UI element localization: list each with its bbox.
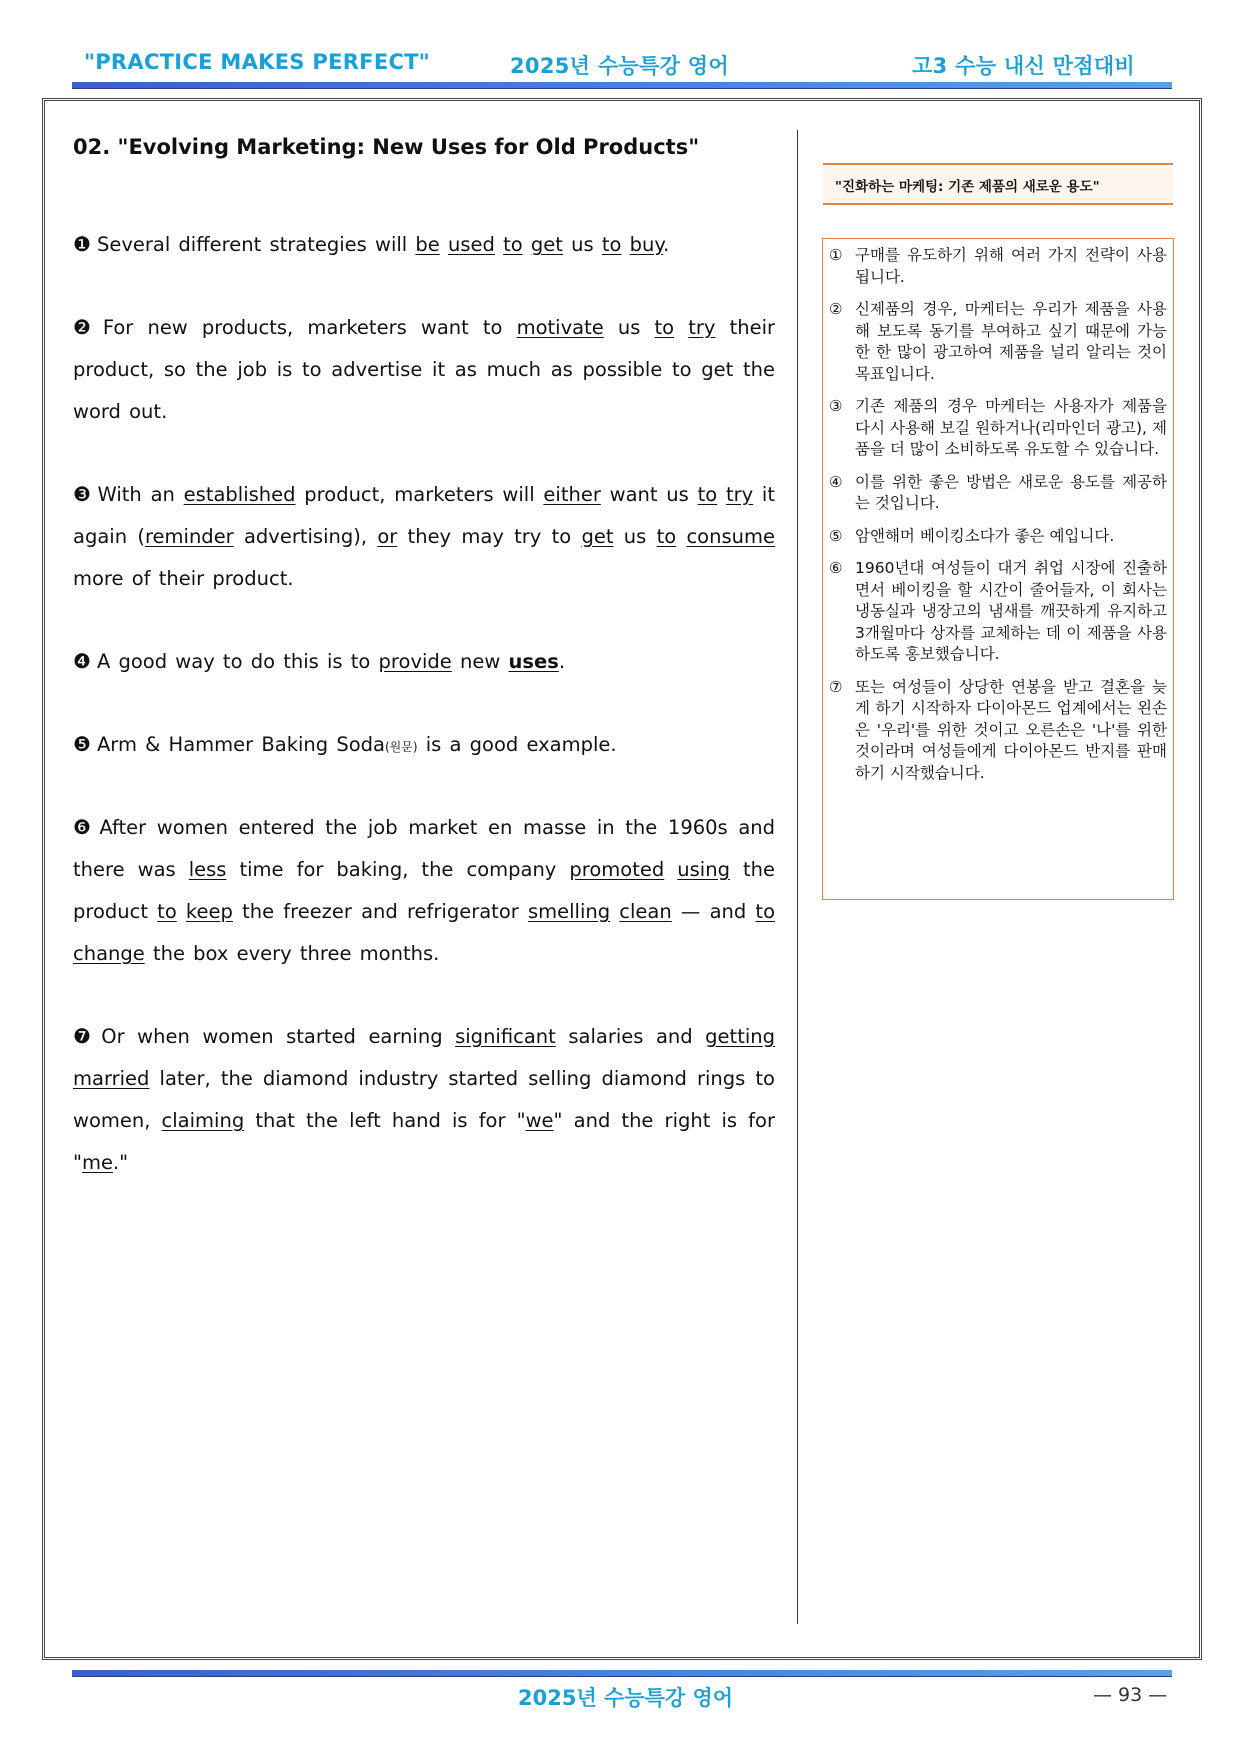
translation-item: ① 구매를 유도하기 위해 여러 가지 전략이 사용됩니다. [829, 246, 1167, 286]
sentence-4: ❹ A good way to do this is to provide new uses. [73, 649, 566, 673]
header-left-slogan: "PRACTICE MAKES PERFECT" [84, 50, 431, 74]
sentence-number: ❻ [73, 815, 94, 839]
translation-item: ③ 기존 제품의 경우 마케터는 사용자가 제품을 다시 사용해 보길 원하거나(리마인더 광고), 제품을 더 많이 소비하도록 유도할 수 있습니다. [829, 397, 1167, 458]
header-right-subtitle: 고3 수능 내신 만점대비 [912, 54, 1136, 78]
header-center-title: 2025년 수능특강 영어 [510, 54, 729, 78]
column-divider [797, 130, 798, 1624]
footer-rule [72, 1670, 1172, 1677]
translation-item: ④ 이를 위한 좋은 방법은 새로운 용도를 제공하는 것입니다. [829, 472, 1167, 512]
passage-column [73, 135, 776, 1174]
translation-item: ⑤ 암앤해머 베이킹소다가 좋은 예입니다. [829, 526, 1115, 545]
translation-item: ⑥ 1960년대 여성들이 대거 취업 시장에 진출하면서 베이킹을 할 시간이 줄어들자, 이 회사는 냉동실과 냉장고의 냄새를 깨끗하게 유지하고 3개월마다 상자를 교체하는 데 이 제품을 사용하도록 홍보했습니다. [829, 559, 1167, 663]
sentence-7: ❼ Or when women started earning significant salaries and getting married later, the diamond industry started selling diamond rings to women, claiming that the left hand is for "we" and the right is for "me." [73, 1024, 775, 1174]
sentence-1: ❶ Several different strategies will be used to get us to buy. [73, 232, 670, 256]
translation-item: ⑦ 또는 여성들이 상당한 연봉을 받고 결혼을 늦게 하기 시작하자 다이아몬드 업계에서는 왼손은 '우리'를 위한 것이고 오른손은 '나'를 위한 것이라며 여성들에게 다이아몬드 반지를 판매하기 시작했습니다. [829, 677, 1167, 782]
sentence-number: ❹ [73, 649, 91, 673]
footer-title: 2025년 수능특강 영어 [518, 1686, 734, 1710]
sentence-6: ❻ After women entered the job market en masse in the 1960s and there was less time for baking, the company promoted using the product to keep the freezer and refrigerator smelling clean — and to change the box every three months. [73, 815, 776, 965]
sentence-3: ❸ With an established product, marketers will either want us to try it again (reminder advertising), or they may try to get us to consume more of their product. [73, 482, 775, 590]
passage-title: 02. "Evolving Marketing: New Uses for Old Products" [73, 135, 700, 159]
translation-title: "진화하는 마케팅: 기존 제품의 새로운 용도" [823, 163, 1173, 205]
page-number: — 93 — [1093, 1684, 1168, 1706]
header-rule [72, 82, 1172, 89]
sentence-number: ❶ [73, 232, 91, 256]
source-note: (원문) [384, 740, 418, 754]
sentence-2: ❷ For new products, marketers want to motivate us to try their product, so the job is to advertise it as much as possible to get the word out. [73, 315, 776, 423]
sentence-number: ❸ [73, 482, 92, 506]
sentence-number: ❼ [73, 1024, 96, 1048]
sentence-number: ❷ [73, 315, 97, 339]
sentence-number: ❺ [73, 732, 91, 756]
translation-box [822, 238, 1174, 900]
sentence-5: ❺ Arm & Hammer Baking Soda(원문) is a good example. [73, 732, 617, 756]
translation-item: ② 신제품의 경우, 마케터는 우리가 제품을 사용해 보도록 동기를 부여하고 싶기 때문에 가능한 한 많이 광고하여 제품을 널리 알리는 것이 목표입니다. [829, 300, 1167, 383]
